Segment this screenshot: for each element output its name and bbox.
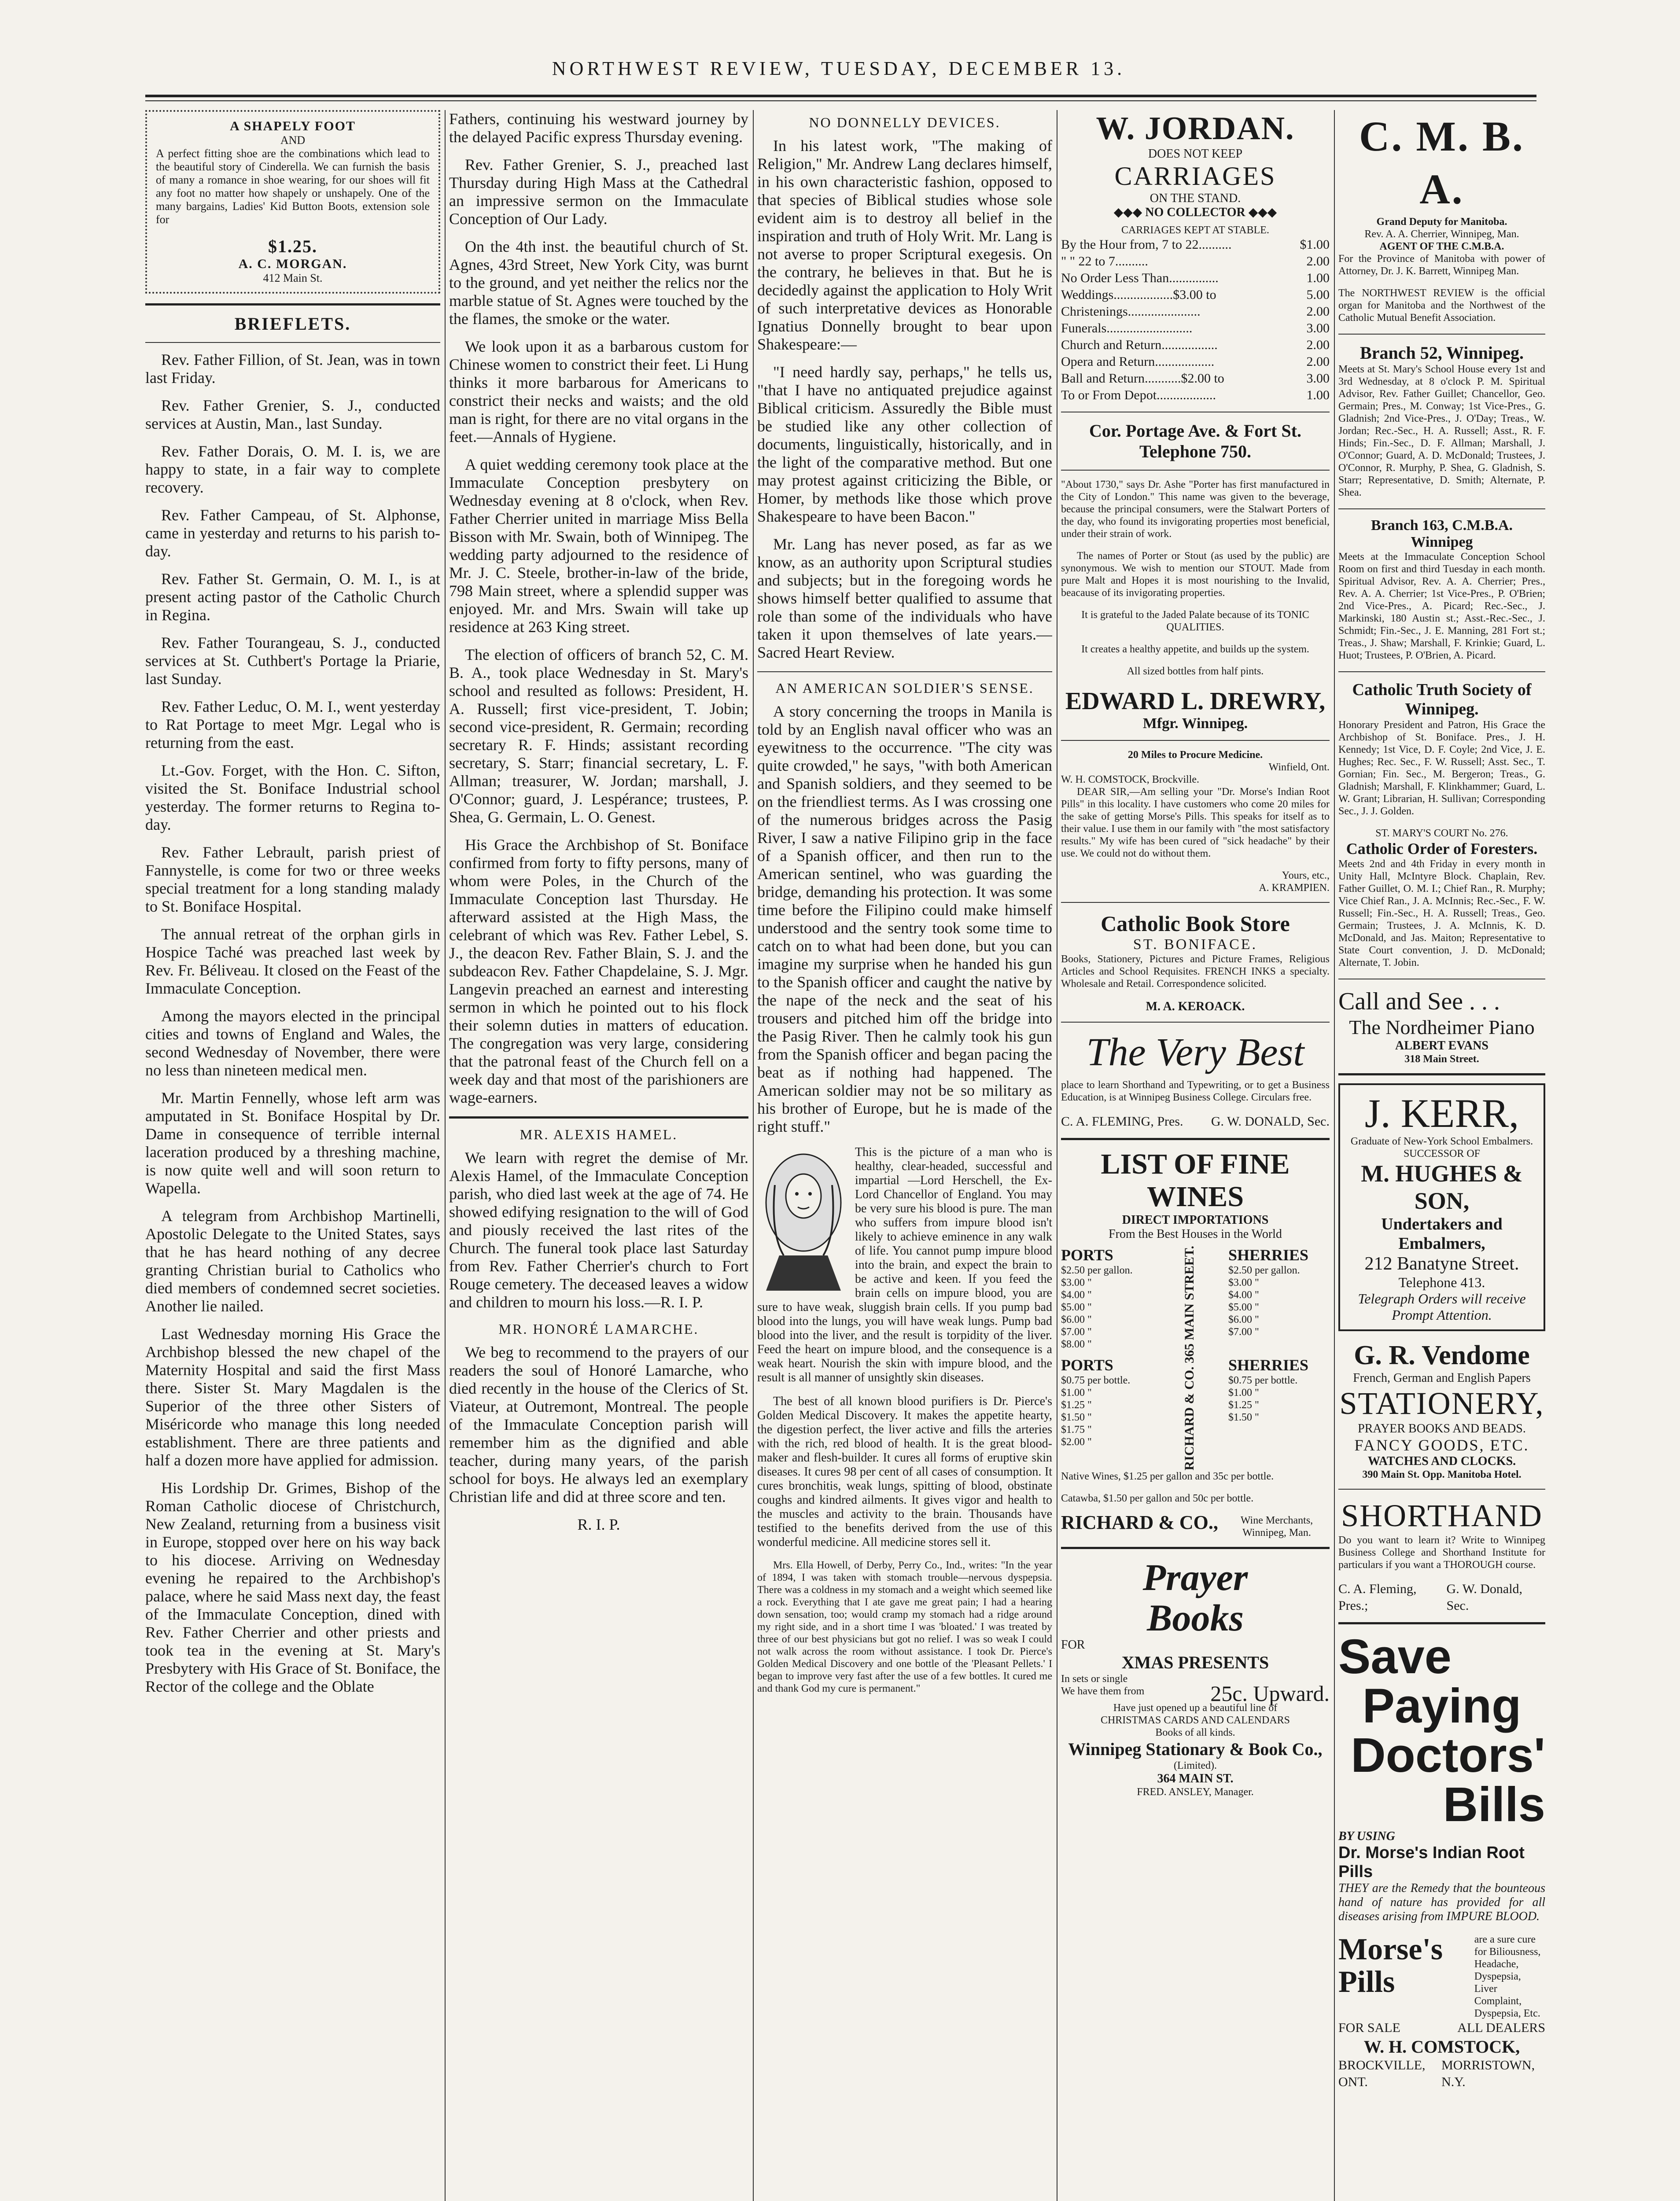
jordan-stand: ON THE STAND.: [1149, 191, 1241, 205]
bills-headline: Bills: [1443, 1778, 1545, 1832]
cmba-organ: The NORTHWEST REVIEW is the official organ for Manitoba and the Northwest of the Catholic Mutual Benefit Association.: [1338, 287, 1545, 324]
letter-place: Winfield, Ont.: [1268, 762, 1330, 773]
article-heading: NO DONNELLY DEVICES.: [809, 114, 1001, 130]
article-paragraph: On the 4th inst. the beautiful church of St. Agnes, 43rd Street, New York City, was burnt to the ground, and yet neither the relics nor the marble statue of St. Agnes were touched by the the flames, the smoke or the water.: [449, 238, 748, 328]
wines-from: From the Best Houses in the World: [1109, 1227, 1282, 1241]
article-paragraph: A quiet wedding ceremony took place at the Immaculate Conception presbytery on Wednesday evening at 8 o'clock, when Rev. Father Cherrier united in marriage Miss Bella Bisson with Mr. Swain, both of Winnipeg. The wedding party adjourned to the residence of Mr. J. C. Steele, brother-in-law of the bride, 798 Main street, where a splendid supper was enjoyed. Mr. and Mrs. Swain will take up residence at 263 King street.: [449, 456, 748, 636]
save-headline: Save: [1338, 1630, 1452, 1684]
rate-row: " " 22 to 7.......... 2.00: [1061, 254, 1330, 269]
obituary-text: We beg to recommend to the prayers of our readers the soul of Honoré Lamarche, who died recently in the house of the Clerics of St. Viateur, at Outremont, Montreal. The people of the Immaculate Conception parish will remember him as the dignified and able teacher, during many years, of the parish school for boys. He always led an exemplary Christian life and did at three score and ten.: [449, 1343, 748, 1505]
rate-row: By the Hour from, 7 to 22.......... $1.00: [1061, 237, 1330, 252]
brieflet-item: Rev. Father St. Germain, O. M. I., is at present acting pastor of the Catholic Church in Regina.: [145, 570, 440, 624]
morse-sale: FOR SALE ALL DEALERS: [1338, 2021, 1545, 2035]
porter-ad-text: The names of Porter or Stout (as used by the public) are synonymous. We wish to mention our STOUT. Made from pure Malt and Hopes it is most nourishing to the Invalid, beacause of its invigorating properties.: [1061, 550, 1330, 599]
wines-native: Native Wines, $1.25 per gallon and 35c per bottle.: [1061, 1471, 1274, 1483]
divider: [1061, 1547, 1330, 1549]
rate-row: Ball and Return...........$2.00 to 3.00: [1061, 371, 1330, 386]
stationery-address: 364 MAIN ST.: [1157, 1772, 1234, 1786]
article-paragraph: Fathers, continuing his westward journey by the delayed Pacific express Thursday evening.: [449, 110, 748, 146]
foresters-court: ST. MARY'S COURT No. 276.: [1375, 828, 1508, 839]
xmas-books: Books of all kinds.: [1155, 1727, 1235, 1739]
vendome-watches: WATCHES AND CLOCKS.: [1367, 1454, 1516, 1468]
rate-row: Weddings..................$3.00 to 5.00: [1061, 287, 1330, 302]
piano-call: Call and See . . .: [1338, 988, 1500, 1015]
pierce-ad-testimonial: Mrs. Ella Howell, of Derby, Perry Co., Ind., writes: "In the year of 1894, I was taken with stomach trouble—nervous dyspepsia. There was a coldness in my stomach and a weight which seemed like a rock. Everything that I ate gave me great pain; I had a hearing down sensation, too; would cramp my stomach had a ridge around my right side, and in a short time I was 'bloated.' I was treated by three of our best physicians but got no relief. I was so weak I could not walk across the room without assistance. I took Dr. Pierce's Golden Medical Discovery and one bottle of the 'Pleasant Pellets.' I began to improve very fast after the use of a few bottles. It cured me and thank God my cure is permanent.": [757, 1560, 1052, 1694]
rate-table: [1061, 236, 1330, 404]
jordan-name: W. JORDAN.: [1096, 110, 1295, 147]
article-paragraph: Rev. Father Grenier, S. J., preached last Thursday during High Mass at the Cathedral an impressive sermon on the Immaculate Conception of Our Lady.: [449, 156, 748, 228]
rate-row: To or From Depot.................. 1.00: [1061, 388, 1330, 402]
shoe-advertisement: [145, 110, 440, 294]
shoe-ad-address: 412 Main St.: [263, 272, 323, 284]
obituary-text: We learn with regret the demise of Mr. Alexis Hamel, of the Immaculate Conception parish, who died last week at the age of 74. He showed edifying resignation to the will of God and piously received the last rites of the Church. The funeral took place last Saturday from Rev. Father Cherrier's church to Fort Rouge cemetery. The deceased leaves a widow and children to mourn his loss.—R. I. P.: [449, 1149, 748, 1311]
truth-society-text: Honorary President and Patron, His Grace the Archbishop of St. Boniface. Pres., J. H. Kennedy; 1st Vice, D. F. Coyle; 2nd Vice, J. E. Hughes; Rec. Sec., F. W. Russell; Asst. Sec., T. Gornian; Fin. Sec., M. Bergeron; Treas., G. Gladnish; Marshall, F. Klinkhammer; Guard, L. W. Grant; Librarian, H. Sullivan; Corresponding Sec., J. J. Golden.: [1338, 719, 1545, 817]
xmas-cards: CHRISTMAS CARDS AND CALENDARS: [1100, 1715, 1290, 1726]
branch163-title: Branch 163, C.M.B.A. Winnipeg: [1371, 517, 1513, 550]
jordan-carriages: CARRIAGES: [1114, 162, 1276, 191]
divider: [1338, 1489, 1545, 1490]
brieflet-item: His Lordship Dr. Grimes, Bishop of the Roman Catholic diocese of Christchurch, New Zealand, returning from a business visit in Europe, stopped over here on his way back to his diocese. Arriving on Wednesday evening he repaired to the Archbishop's palace, where he said Mass next day, the feast of the Immaculate Conception, dined with Rev. Father Cherrier and other priests and took tea in the evening at St. Mary's Presbytery with His Grace of St. Boniface, the Rector of the college and the Oblate: [145, 1479, 440, 1695]
masthead-rule-thin: [145, 100, 1536, 101]
shorthand-officers: C. A. Fleming, Pres.; G. W. Donald, Sec.: [1338, 1582, 1523, 1613]
letter-address: W. H. COMSTOCK, Brockville.: [1061, 774, 1200, 785]
vendome-papers: French, German and English Papers: [1353, 1371, 1531, 1385]
kerr-undertakers: Undertakers and Embalmers,: [1381, 1215, 1503, 1253]
divider: [1061, 1022, 1330, 1023]
masthead-rule: [145, 95, 1536, 97]
letter-closing: Yours, etc.,: [1282, 870, 1330, 881]
divider: [1338, 1622, 1545, 1624]
brieflet-item: Among the mayors elected in the principal cities and towns of England and Wales, the second Wednesday of November, there were no less than nineteen medical men.: [145, 1007, 440, 1079]
article-paragraph: The election of officers of branch 52, C. M. B. A., took place Wednesday in St. Mary's school and resulted as follows: President, H. A. Russell; first vice-president, T. Jobin; second vice-president, R. Germain; recording secretary R. F. Hinds; assistant recording secretary, S. Starr; financial secretary, L. F. Allman; treasurer, W. Jordan; marshall, J. O'Connor; guard, J. Lespérance; trustees, P. Shea, G. Germain, L. O. Genest.: [449, 646, 748, 826]
brieflet-item: Rev. Father Fillion, of St. Jean, was in town last Friday.: [145, 351, 440, 386]
kerr-telegraph: Telegraph Orders will receive Prompt Attention.: [1358, 1291, 1526, 1323]
cmba-province: For the Province of Manitoba with power of Attorney, Dr. J. K. Barrett, Winnipeg Man.: [1338, 253, 1545, 277]
letter-heading: 20 Miles to Procure Medicine.: [1127, 749, 1263, 761]
column-1: [145, 110, 440, 2201]
piano-address: 318 Main Street.: [1404, 1053, 1479, 1065]
xmas-sets: In sets or single: [1061, 1673, 1128, 1685]
porter-ad-text: It is grateful to the Jaded Palate because of its TONIC QUALITIES.: [1081, 609, 1309, 633]
pierce-ad-text: The best of all known blood purifiers is Dr. Pierce's Golden Medical Discovery. It makes the appetite hearty, the digestion perfect, the liver active and fills the arteries with the rich, red blood of health. It is the great blood-maker and flesh-builder. It cures all forms of eruptive skin diseases. It cures 98 per cent of all cases of consumption. It cures bronchitis, weak lungs, spitting of blood, obstinate coughs and kindred ailments. It gives vigor and health to the muscles and activity to the brain. Thousands have testified to the benefits derived from the use of this wonderful medicine. All medicine stores sell it.: [757, 1395, 1052, 1549]
divider: [449, 1116, 748, 1119]
brieflet-item: Rev. Father Tourangeau, S. J., conducted services at St. Cuthbert's Portage la Priarie, last Sunday.: [145, 634, 440, 688]
college-text: place to learn Shorthand and Typewriting, or to get a Business Education, is at Winnipeg Business College. Circulars free.: [1061, 1079, 1330, 1103]
branch52-title: Branch 52, Winnipeg.: [1360, 343, 1524, 363]
truth-society-title: Catholic Truth Society of Winnipeg.: [1352, 681, 1532, 718]
divider: [1061, 740, 1330, 741]
divider: [145, 303, 440, 305]
brieflet-item: Mr. Martin Fennelly, whose left arm was amputated in St. Boniface Hospital by Dr. Dame in consequence of terrible internal laceration produced by a threshing machine, is now quite well and will soon return to Wapella.: [145, 1089, 440, 1197]
brieflet-item: Rev. Father Leduc, O. M. I., went yesterday to Rat Portage to meet Mgr. Legal who is returning from the east.: [145, 698, 440, 751]
wine-vertical-address: RICHARD & CO. 365 MAIN STREET.: [1182, 1246, 1197, 1471]
obituary-rip: R. I. P.: [577, 1516, 620, 1533]
branch52-text: Meets at St. Mary's School House every 1st and 3rd Wednesday, at 8 o'clock P. M. Spiritual Advisor, Rev. Father Guillet; Chancellor, Geo. Germain; Pres., M. Conway; 1st Vice-Pres., G. Gladnish; 2nd Vice-Pres., J. O'Day; Treas., W. Jordan; Rec.-Sec., H. A. Russell; Asst., R. F. Hinds; Fin.-Sec., D. F. Allman; Marshall, J. O'Connor; Guard, A. D. McDonald; Trustees, J. O'Connor, R. Murphy, P. Shea, G. Gladnish, S. Starr; Representative, D. Smith; Alternate, P. Shea.: [1338, 364, 1545, 498]
drewry-name: EDWARD L. DREWRY,: [1065, 688, 1326, 715]
divider: [1338, 508, 1545, 509]
morse-line: Morse's Pills are a sure cure for Biliousness, Headache, Dyspepsia, Liver Complaint, Dyspepsia, Etc.: [1338, 1932, 1541, 2019]
porter-ad-text: All sized bottles from half pints.: [1127, 666, 1264, 677]
stationery-manager: FRED. ANSLEY, Manager.: [1137, 1786, 1254, 1798]
article-paragraph: Mr. Lang has never posed, as far as we know, as an authority upon Scriptural studies and subjects; but in the foregoing words he shows himself better qualified to assume that role than some of the individuals who have taken it upon themselves of late years.—Sacred Heart Review.: [757, 535, 1052, 661]
porter-ad-text: "About 1730," says Dr. Ashe "Porter has first manufactured in the City of London." This name was given to the beverage, because the principal consumers, were the Stalwart Porters of the day, who found its invigorating properties most beneficial, under their strain of work.: [1061, 479, 1330, 540]
vendome-stationery: STATIONERY,: [1339, 1386, 1544, 1421]
kerr-address: 212 Banatyne Street.: [1364, 1254, 1519, 1274]
branch163-text: Meets at the Immaculate Conception School Room on first and third Tuesday in each month. Spiritual Advisor, Rev. A. A. Cherrier; Pres., Rev. A. A. Cherrier; 1st Vice-Pres., P. O'Brien; 2nd Vice-Pres., A. Picard; Rec.-Sec., J. Markinski, 180 Austin st.; Asst.-Rec.-Sec., J. Schmidt; Fin.-Sec., J. E. Manning, 281 Fort st.; Treas., J. Shaw; Marshall, F. Krinkie; Guard, L. Huot; Trustees, P. O'Brien, A. Picard.: [1338, 551, 1545, 661]
shoe-ad-title: A SHAPELY FOOT: [230, 119, 356, 133]
kerr-advertisement: [1338, 1083, 1545, 1331]
wines-catawba: Catawba, $1.50 per gallon and 50c per bottle.: [1061, 1493, 1254, 1505]
shorthand-text: Do you want to learn it? Write to Winnipeg Business College and Shorthand Institute for particulars if you want a THOROUGH course.: [1338, 1535, 1545, 1571]
pierce-ad-text: This is the picture of a man who is healthy, clear-headed, successful and impartial —Lord Herschell, the Ex-Lord Chancellor of England. You may be very sure his blood is pure. The man who suffers from impure blood isn't likely to achieve eminence in any walk of life. You cannot pump impure blood into the brain, and expect the brain to be active and keen. If you feed the brain cells on impure blood, you are sure to have weak, sluggish brain cells. If you pump bad blood into the lungs, you will have weak lungs. Pump bad blood into the liver, and the result is torpidity of the liver. Feed the heart on impure blood, and the consequence is a weak heart. Nourish the skin with impure blood, and the result is all manner of unsightly skin diseases.: [757, 1145, 1052, 1384]
cmba-deputy: Grand Deputy for Manitoba.: [1376, 216, 1507, 228]
brieflet-item: Rev. Father Dorais, O. M. I. is, we are happy to state, in a fair way to complete recovery.: [145, 442, 440, 496]
doctors-headline: Doctors': [1351, 1728, 1545, 1782]
column-3: [757, 110, 1052, 2201]
column-5: [1338, 110, 1545, 2201]
article-heading: AN AMERICAN SOLDIER'S SENSE.: [775, 680, 1034, 696]
obituary-heading: MR. HONORÉ LAMARCHE.: [498, 1321, 699, 1337]
vendome-fancy: FANCY GOODS, ETC.: [1354, 1436, 1529, 1454]
morse-comstock: W. H. COMSTOCK,: [1363, 2037, 1520, 2057]
morse-remedy: THEY are the Remedy that the bounteous hand of nature has provided for all diseases arising from IMPURE BLOOD.: [1338, 1881, 1545, 1923]
masthead: NORTHWEST REVIEW, TUESDAY, DECEMBER 13.: [552, 58, 1126, 79]
shoe-ad-seller: A. C. MORGAN.: [238, 257, 347, 271]
brieflet-item: Rev. Father Lebrault, parish priest of Fannystelle, is come for two or three weeks special treatment for a long standing malady to St. Boniface Hospital.: [145, 843, 440, 915]
article-paragraph: A story concerning the troops in Manila is told by an English naval officer who was an eyewitness to the occurrence. "The city was quite crowded," he says, "with both American and Spanish soldiers, and they seemed to be on the friendliest terms. As I was crossing one of the numerous bridges across the Pasig River, I saw a native Filipino grip in the face of a Spanish officer, and then run to the American sentinel, who was guarding the bridge, demanding his protection. It was some time before the Filipino could make himself understood and the sentry took some time to catch on to what had been done, but you can imagine my surprise when he handed his gun to the Spanish officer and caught the native by the nape of the neck and the seat of his trousers and pitched him off the bridge into the Pasig River. Then he calmly took his gun from the Spanish officer and began pacing the beat as if nothing had happened. The American soldier may not be so military as his brother of Europe, but he is made of the right stuff.": [757, 703, 1052, 1135]
kerr-name: J. KERR,: [1364, 1091, 1519, 1136]
bookstore-owner: M. A. KEROACK.: [1146, 1000, 1245, 1013]
wines-title: LIST OF FINE WINES: [1101, 1148, 1290, 1213]
brieflet-item: The annual retreat of the orphan girls in Hospice Taché was preached last week by Rev. Fr. Béliveau. It closed on the Feast of the Immaculate Conception.: [145, 925, 440, 997]
prayer-title: Prayer: [1142, 1556, 1248, 1599]
bookstore-place: ST. BONIFACE.: [1133, 936, 1258, 953]
brieflets-heading: BRIEFLETS.: [234, 314, 351, 334]
shoe-ad-body: A perfect fitting shoe are the combinations which lead to the beautiful story of Cinderella. We can furnish the basis of many a romance in shoe wearing, for our shoes will fit any foot no matter how shapely or unshapely. One of the many bargains, Ladies' Kid Button Boots, extension sole for: [156, 147, 430, 226]
article-paragraph: "I need hardly say, perhaps," he tells us, "that I have no antiquated prejudice against Biblical criticism. Assuredly the Bible must be studied like any other collection of documents, linguistically, historically, and in the light of the comparative method. But one may protest against criticizing the Bible, or Homer, by methods like those which prove Shakespeare to have been Bacon.": [757, 363, 1052, 525]
article-paragraph: In his latest work, "The making of Religion," Mr. Andrew Lang declares himself, in his own characteristic fashion, opposed to that species of Biblical studies whose sole evident aim is to destroy all belief in the inspiration and truth of Holy Writ. Mr. Lang is not averse to proper Scriptural exegesis. On the contrary, he believes in that. But he is decidedly against the application to Holy Writ of such interpretative devices as Honorable Ignatius Donnelly brought to bear upon Shakespeare:—: [757, 137, 1052, 353]
shoe-ad-and: AND: [280, 134, 306, 147]
shorthand-title: SHORTHAND: [1341, 1498, 1543, 1533]
divider: [1338, 334, 1545, 335]
letter-text: DEAR SIR,—Am selling your "Dr. Morse's Indian Root Pills" in this locality. I have customers who come 20 miles for the sake of getting Morse's Pills. This speaks for itself as to their value. I use them in our family with "the most satisfactory results." My wife has been cured of "sick headache" by their use. We could not do without them.: [1061, 786, 1330, 859]
cmba-title: C. M. B. A.: [1359, 113, 1525, 213]
very-best-logo: The Very Best: [1086, 1031, 1304, 1074]
brieflet-item: Rev. Father Grenier, S. J., conducted services at Austin, Man., last Sunday.: [145, 397, 440, 432]
rate-row: Christenings...................... 2.00: [1061, 304, 1330, 319]
college-officers: C. A. FLEMING, Pres. G. W. DONALD, Sec.: [1061, 1114, 1330, 1129]
wine-merchant-line: RICHARD & CO., Wine Merchants, Winnipeg, Man.: [1061, 1512, 1313, 1539]
column-divider: [445, 110, 446, 2201]
kerr-telephone: Telephone 413.: [1398, 1274, 1485, 1290]
porter-ad-text: It creates a healthy appetite, and builds up the system.: [1081, 644, 1309, 655]
paying-headline: Paying: [1362, 1679, 1522, 1733]
sherries-list: SHERRIES $2.50 per gallon. $3.00 " $4.00 " $5.00 " $6.00 " $7.00 " SHERRIES $0.75 per bottle. $1.00 " $1.25 " $1.50 ": [1228, 1246, 1309, 1423]
divider: [1061, 470, 1330, 471]
stationery-limited: (Limited).: [1174, 1760, 1217, 1772]
bookstore-name: Catholic Book Store: [1101, 911, 1290, 936]
divider: [1061, 1138, 1330, 1140]
vendome-name: G. R. Vendome: [1354, 1340, 1530, 1370]
divider: [1338, 1073, 1545, 1075]
drewry-mfgr: Mfgr. Winnipeg.: [1142, 715, 1248, 732]
foresters-title: Catholic Order of Foresters.: [1346, 840, 1538, 858]
pierce-advertisement: [757, 1145, 1052, 1695]
brieflet-item: A telegram from Archbishop Martinelli, Apostolic Delegate to the United States, says that he has heard nothing of any decree granting Christian burial to Catholics who died members of condemned secret societies. Another lie nailed.: [145, 1207, 440, 1315]
portrait-illustration: [757, 1145, 850, 1291]
ports-list: PORTS $2.50 per gallon. $3.00 " $4.00 " $5.00 " $6.00 " $7.00 " $8.00 " PORTS $0.75 per bottle. $1.00 " $1.25 " $1.50 " $1.75 " $2.00 ": [1061, 1246, 1133, 1448]
jordan-collector: ◆◆◆ NO COLLECTOR ◆◆◆: [1113, 206, 1277, 219]
rate-row: Funerals.......................... 3.00: [1061, 321, 1330, 335]
column-4: [1061, 110, 1330, 2201]
column-divider: [753, 110, 754, 2201]
divider: [145, 342, 440, 343]
jordan-phone: Telephone 750.: [1139, 442, 1252, 461]
kerr-graduate: Graduate of New-York School Embalmers.: [1350, 1136, 1533, 1147]
piano-name: The Nordheimer Piano: [1349, 1016, 1535, 1038]
kerr-hughes: M. HUGHES & SON,: [1361, 1160, 1523, 1214]
column-2: [449, 110, 748, 2201]
morse-places: BROCKVILLE, ONT. MORRISTOWN, N.Y.: [1338, 2058, 1535, 2089]
bookstore-text: Books, Stationery, Pictures and Picture Frames, Religious Articles and School Requisites. FRENCH INKS a specialty. Wholesale and Retail. Correspondence solicited.: [1061, 953, 1330, 990]
morse-product: Dr. Morse's Indian Root Pills: [1338, 1844, 1525, 1881]
column-divider: [1334, 110, 1335, 2201]
brieflet-item: Last Wednesday morning His Grace the Archbishop blessed the new chapel of the Maternity Hospital and said the first Mass there. Sister St. Mary Magdalen is the Superior of the three other Sisters of Miséricorde who manage this long needed establishment. There are three patients and half a dozen more have applied for admission.: [145, 1325, 440, 1469]
kerr-successor: SUCCESSOR OF: [1403, 1148, 1481, 1159]
wine-price-table: [1061, 1246, 1330, 1470]
divider: [1061, 902, 1330, 903]
brieflet-item: Lt.-Gov. Forget, with the Hon. C. Sifton, visited the St. Boniface Industrial school yesterday. The former returns to Regina to-day.: [145, 762, 440, 833]
article-paragraph: We look upon it as a barbarous custom for Chinese women to constrict their feet. Li Hung thinks it more barbarous for Americans to constrict their necks and waists; and the old man is right, for there are no vital organs in the feet.—Annals of Hygiene.: [449, 338, 748, 445]
morse-by-using: BY USING: [1338, 1829, 1395, 1843]
xmas-price-line: We have them from 25c. Upward.: [1061, 1681, 1330, 1706]
rate-row: Church and Return................. 2.00: [1061, 338, 1330, 352]
foresters-text: Meets 2nd and 4th Friday in every month in Unity Hall, McIntyre Block. Chaplain, Rev. Father Guillet, O. M. I.; Chief Ran., R. Murphy; Vice Chief Ran., J. A. McInnis; Rec.-Sec., F. W. Russell; Fin.-Sec., H. A. Russell; Treas., Geo. Germain; Trustees, J. A. McInnis, K. D. McDonald, and Jas. Maiton; Representative to State Court convention, J. D. McDonald; Alternate, T. Jobin.: [1338, 858, 1545, 968]
vendome-prayerbooks: PRAYER BOOKS AND BEADS.: [1358, 1422, 1526, 1435]
piano-dealer: ALBERT EVANS: [1395, 1039, 1488, 1053]
divider: [1338, 671, 1545, 672]
jordan-kept: CARRIAGES KEPT AT STABLE.: [1121, 225, 1269, 236]
letter-signature: A. KRAMPIEN.: [1259, 882, 1330, 894]
xmas-for: FOR: [1061, 1638, 1085, 1652]
rate-row: No Order Less Than............... 1.00: [1061, 271, 1330, 285]
article-paragraph: His Grace the Archbishop of St. Boniface confirmed from forty to fifty persons, many of whom were Poles, in the Church of the Immaculate Conception last Thursday. He afterward assisted at the High Mass, the celebrant of which was Rev. Father Lebel, S. J., the deacon Rev. Father Blain, S. J. and the subdeacon Rev. Father Chapdelaine, S. J. Mgr. Langevin preached an earnest and interesting sermon in which he pointed out to his flock their solemn duties in matters of education. The congregation was very large, considering that the patronal feast of the Church fell on a week day and that most of the parishioners are wage-earners.: [449, 836, 748, 1106]
jordan-keep: DOES NOT KEEP: [1148, 147, 1243, 161]
rate-row: Opera and Return.................. 2.00: [1061, 354, 1330, 369]
xmas-opened: Have just opened up a beautiful line of: [1113, 1702, 1278, 1714]
cmba-agent: AGENT OF THE C.M.B.A.: [1379, 241, 1504, 252]
vendome-address: 390 Main St. Opp. Manitoba Hotel.: [1362, 1469, 1522, 1480]
cmba-cherrier: Rev. A. A. Cherrier, Winnipeg, Man.: [1364, 228, 1519, 240]
divider: [757, 671, 1052, 672]
xmas-presents: XMAS PRESENTS: [1121, 1653, 1269, 1673]
obituary-heading: MR. ALEXIS HAMEL.: [519, 1126, 678, 1142]
brieflet-item: Rev. Father Campeau, of St. Alphonse, came in yesterday and returns to his parish to-day.: [145, 506, 440, 560]
stationery-company: Winnipeg Stationary & Book Co.,: [1068, 1739, 1323, 1759]
jordan-corner: Cor. Portage Ave. & Fort St.: [1089, 421, 1302, 441]
shoe-ad-price: $1.25.: [268, 236, 317, 256]
wines-imports: DIRECT IMPORTATIONS: [1122, 1213, 1269, 1227]
books-title: Books: [1147, 1597, 1244, 1639]
